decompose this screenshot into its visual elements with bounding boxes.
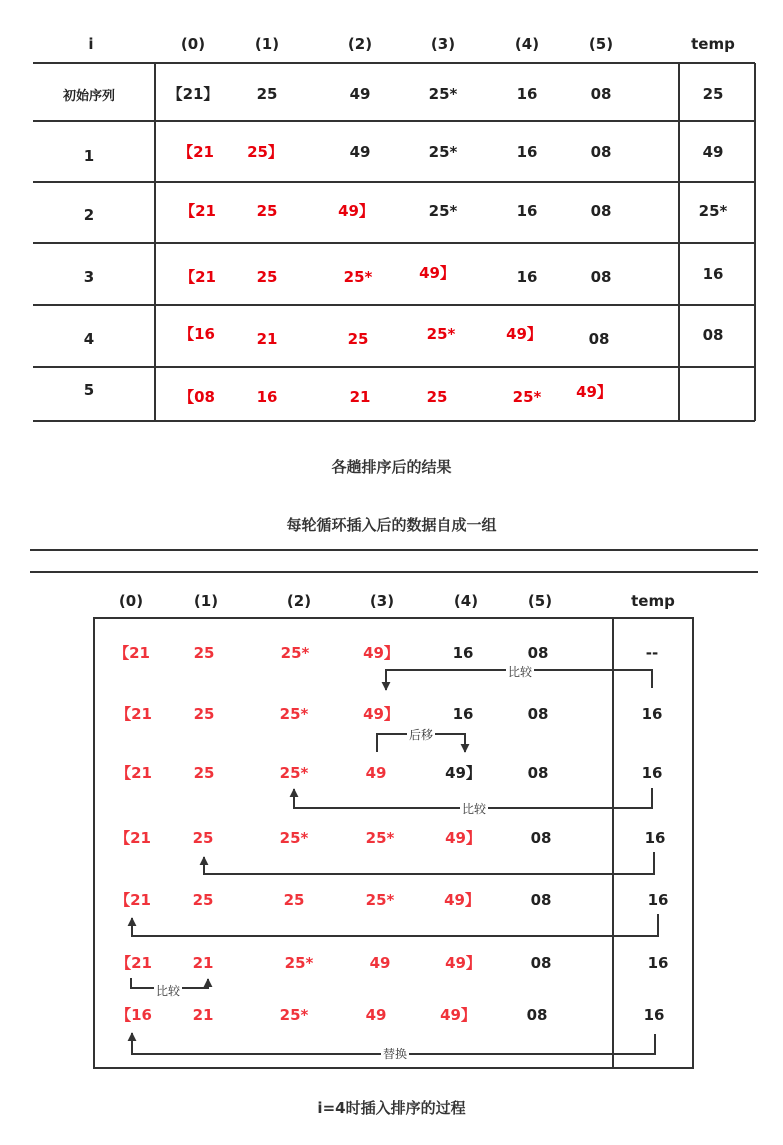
- table1-header: i: [88, 35, 94, 53]
- table1-cell: 25*: [428, 85, 458, 103]
- table1-header: (3): [430, 35, 456, 53]
- table1-row-label: 4: [83, 330, 95, 348]
- table2-cell: 49】: [445, 829, 481, 847]
- table1-cell: 16: [256, 388, 278, 406]
- table2-cell: 25: [193, 705, 215, 723]
- table1-cell: 08: [590, 143, 612, 161]
- table2-temp: 16: [647, 891, 669, 909]
- table1-cell: 【16: [179, 325, 215, 343]
- table2-cell: 16: [452, 705, 474, 723]
- table1-cell: 49: [349, 85, 371, 103]
- arrow-label: 比较: [155, 984, 181, 998]
- table2-cell: 25: [193, 764, 215, 782]
- table2-temp: --: [645, 644, 659, 662]
- table1-header: (0): [180, 35, 206, 53]
- table1-cell: 25*: [428, 143, 458, 161]
- table2-cell: 49】: [363, 644, 399, 662]
- table2-cell: 【21: [115, 829, 151, 847]
- table1-cell: 08: [590, 268, 612, 286]
- table1-cells: [62, 35, 735, 406]
- table1-row-label: 初始序列: [62, 89, 116, 104]
- table2-cell: 08: [530, 891, 552, 909]
- table2-cell: 【21: [116, 764, 152, 782]
- table2-cell: 25: [192, 891, 214, 909]
- table1-cell: 25*: [343, 268, 373, 286]
- table2-cell: 【21: [116, 954, 152, 972]
- table1-row-label: 3: [83, 268, 95, 286]
- table1-cell: 25】: [247, 143, 283, 161]
- table2-cell: 21: [192, 1006, 214, 1024]
- arrow-label: 后移: [408, 728, 434, 742]
- table2-cell: 25*: [279, 829, 309, 847]
- process-arrows: [131, 665, 658, 1062]
- table1-cell: 【21】: [167, 85, 219, 103]
- table1-header: (1): [254, 35, 280, 53]
- table2-header: (1): [193, 592, 219, 610]
- table2-cell: 49: [369, 954, 391, 972]
- table2-header: (2): [286, 592, 312, 610]
- table2-cell: 【21: [115, 891, 151, 909]
- table2-cell: 25*: [365, 829, 395, 847]
- caption-pass-results: 各趟排序后的结果: [331, 458, 452, 476]
- table1-cell: 21: [256, 330, 278, 348]
- table2-cell: 49】: [444, 891, 480, 909]
- table1-cell: 49: [349, 143, 371, 161]
- table1-temp: 25: [702, 85, 724, 103]
- arrow-label: 比较: [507, 665, 533, 679]
- compare-arrow: [132, 914, 658, 936]
- table1-cell: 【21: [180, 202, 216, 220]
- table1-cell: 16: [516, 202, 538, 220]
- table1-cell: 21: [349, 388, 371, 406]
- table2-cell: 49: [365, 764, 387, 782]
- table2-cell: 49】: [445, 954, 481, 972]
- table2-header: (3): [369, 592, 395, 610]
- arrow-label: 替换: [382, 1047, 408, 1061]
- table2-header: (5): [527, 592, 553, 610]
- table1-cell: 【21: [178, 143, 214, 161]
- table1-grid: [33, 63, 755, 421]
- table1-temp: 16: [702, 265, 724, 283]
- table2-cell: 25*: [279, 764, 309, 782]
- table2-cell: 【16: [116, 1006, 152, 1024]
- table1-cell: 25*: [428, 202, 458, 220]
- table1-row-label: 1: [83, 147, 95, 165]
- table1-row-label: 5: [83, 381, 95, 399]
- table1-cell: 25: [426, 388, 448, 406]
- table2-cell: 08: [527, 644, 549, 662]
- table1-cell: 25: [347, 330, 369, 348]
- table1-temp: 25*: [698, 202, 728, 220]
- table2-cell: 08: [530, 829, 552, 847]
- table1-row-label: 2: [83, 206, 95, 224]
- table2-cell: 25: [192, 829, 214, 847]
- table1-cell: 25: [256, 268, 278, 286]
- table2-cell: 49】: [445, 764, 481, 782]
- table2-cell: 【21: [114, 644, 150, 662]
- table2-header: (0): [118, 592, 144, 610]
- table2-temp: 16: [641, 705, 663, 723]
- table2-cell: 25*: [279, 1006, 309, 1024]
- caption-i4-process: i=4时插入排序的过程: [317, 1099, 466, 1117]
- table1-temp: 08: [702, 326, 724, 344]
- table1-cell: 49】: [338, 202, 374, 220]
- table1-header: (5): [588, 35, 614, 53]
- table2-temp: 16: [641, 764, 663, 782]
- table2-cell: 25: [193, 644, 215, 662]
- table2-temp: 16: [644, 829, 666, 847]
- table1-cell: 16: [516, 143, 538, 161]
- table1-cell: 25: [256, 85, 278, 103]
- table2-cell: 08: [527, 764, 549, 782]
- table1-cell: 【21: [180, 268, 216, 286]
- table1-cell: 08: [590, 202, 612, 220]
- table1-cell: 49】: [506, 325, 542, 343]
- table1-cell: 16: [516, 85, 538, 103]
- table2-cell: 【21: [116, 705, 152, 723]
- table2-header: temp: [631, 592, 675, 610]
- table2-cell: 08: [530, 954, 552, 972]
- arrow-label: 比较: [461, 802, 487, 816]
- table2-cell: 08: [527, 705, 549, 723]
- table1-cell: 25*: [426, 325, 456, 343]
- table1-header: temp: [691, 35, 735, 53]
- table2-cell: 21: [192, 954, 214, 972]
- table2-cell: 25*: [280, 644, 310, 662]
- table2-cell: 25*: [279, 705, 309, 723]
- table1-cell: 25*: [512, 388, 542, 406]
- table1-temp: 49: [702, 143, 724, 161]
- table1-cell: 08: [588, 330, 610, 348]
- table1-header: (2): [347, 35, 373, 53]
- table2-cell: 49: [365, 1006, 387, 1024]
- table1-cell: 49】: [419, 264, 455, 282]
- table1-cell: 49】: [576, 383, 612, 401]
- caption-group-note: 每轮循环插入后的数据自成一组: [286, 516, 497, 534]
- table2-cell: 49】: [363, 705, 399, 723]
- table2-cell: 08: [526, 1006, 548, 1024]
- section-separator: [30, 550, 758, 572]
- table2-temp: 16: [647, 954, 669, 972]
- table2-cell: 25*: [284, 954, 314, 972]
- compare-arrow: [204, 852, 654, 874]
- table2-temp: 16: [643, 1006, 665, 1024]
- table2-cell: 25*: [365, 891, 395, 909]
- table1-cell: 08: [590, 85, 612, 103]
- table1-header: (4): [514, 35, 540, 53]
- table1-cell: 16: [516, 268, 538, 286]
- table2-cell: 25: [283, 891, 305, 909]
- table1-cell: 【08: [179, 388, 215, 406]
- table2-cell: 49】: [440, 1006, 476, 1024]
- table1-cell: 25: [256, 202, 278, 220]
- table2-cell: 16: [452, 644, 474, 662]
- table2-header: (4): [453, 592, 479, 610]
